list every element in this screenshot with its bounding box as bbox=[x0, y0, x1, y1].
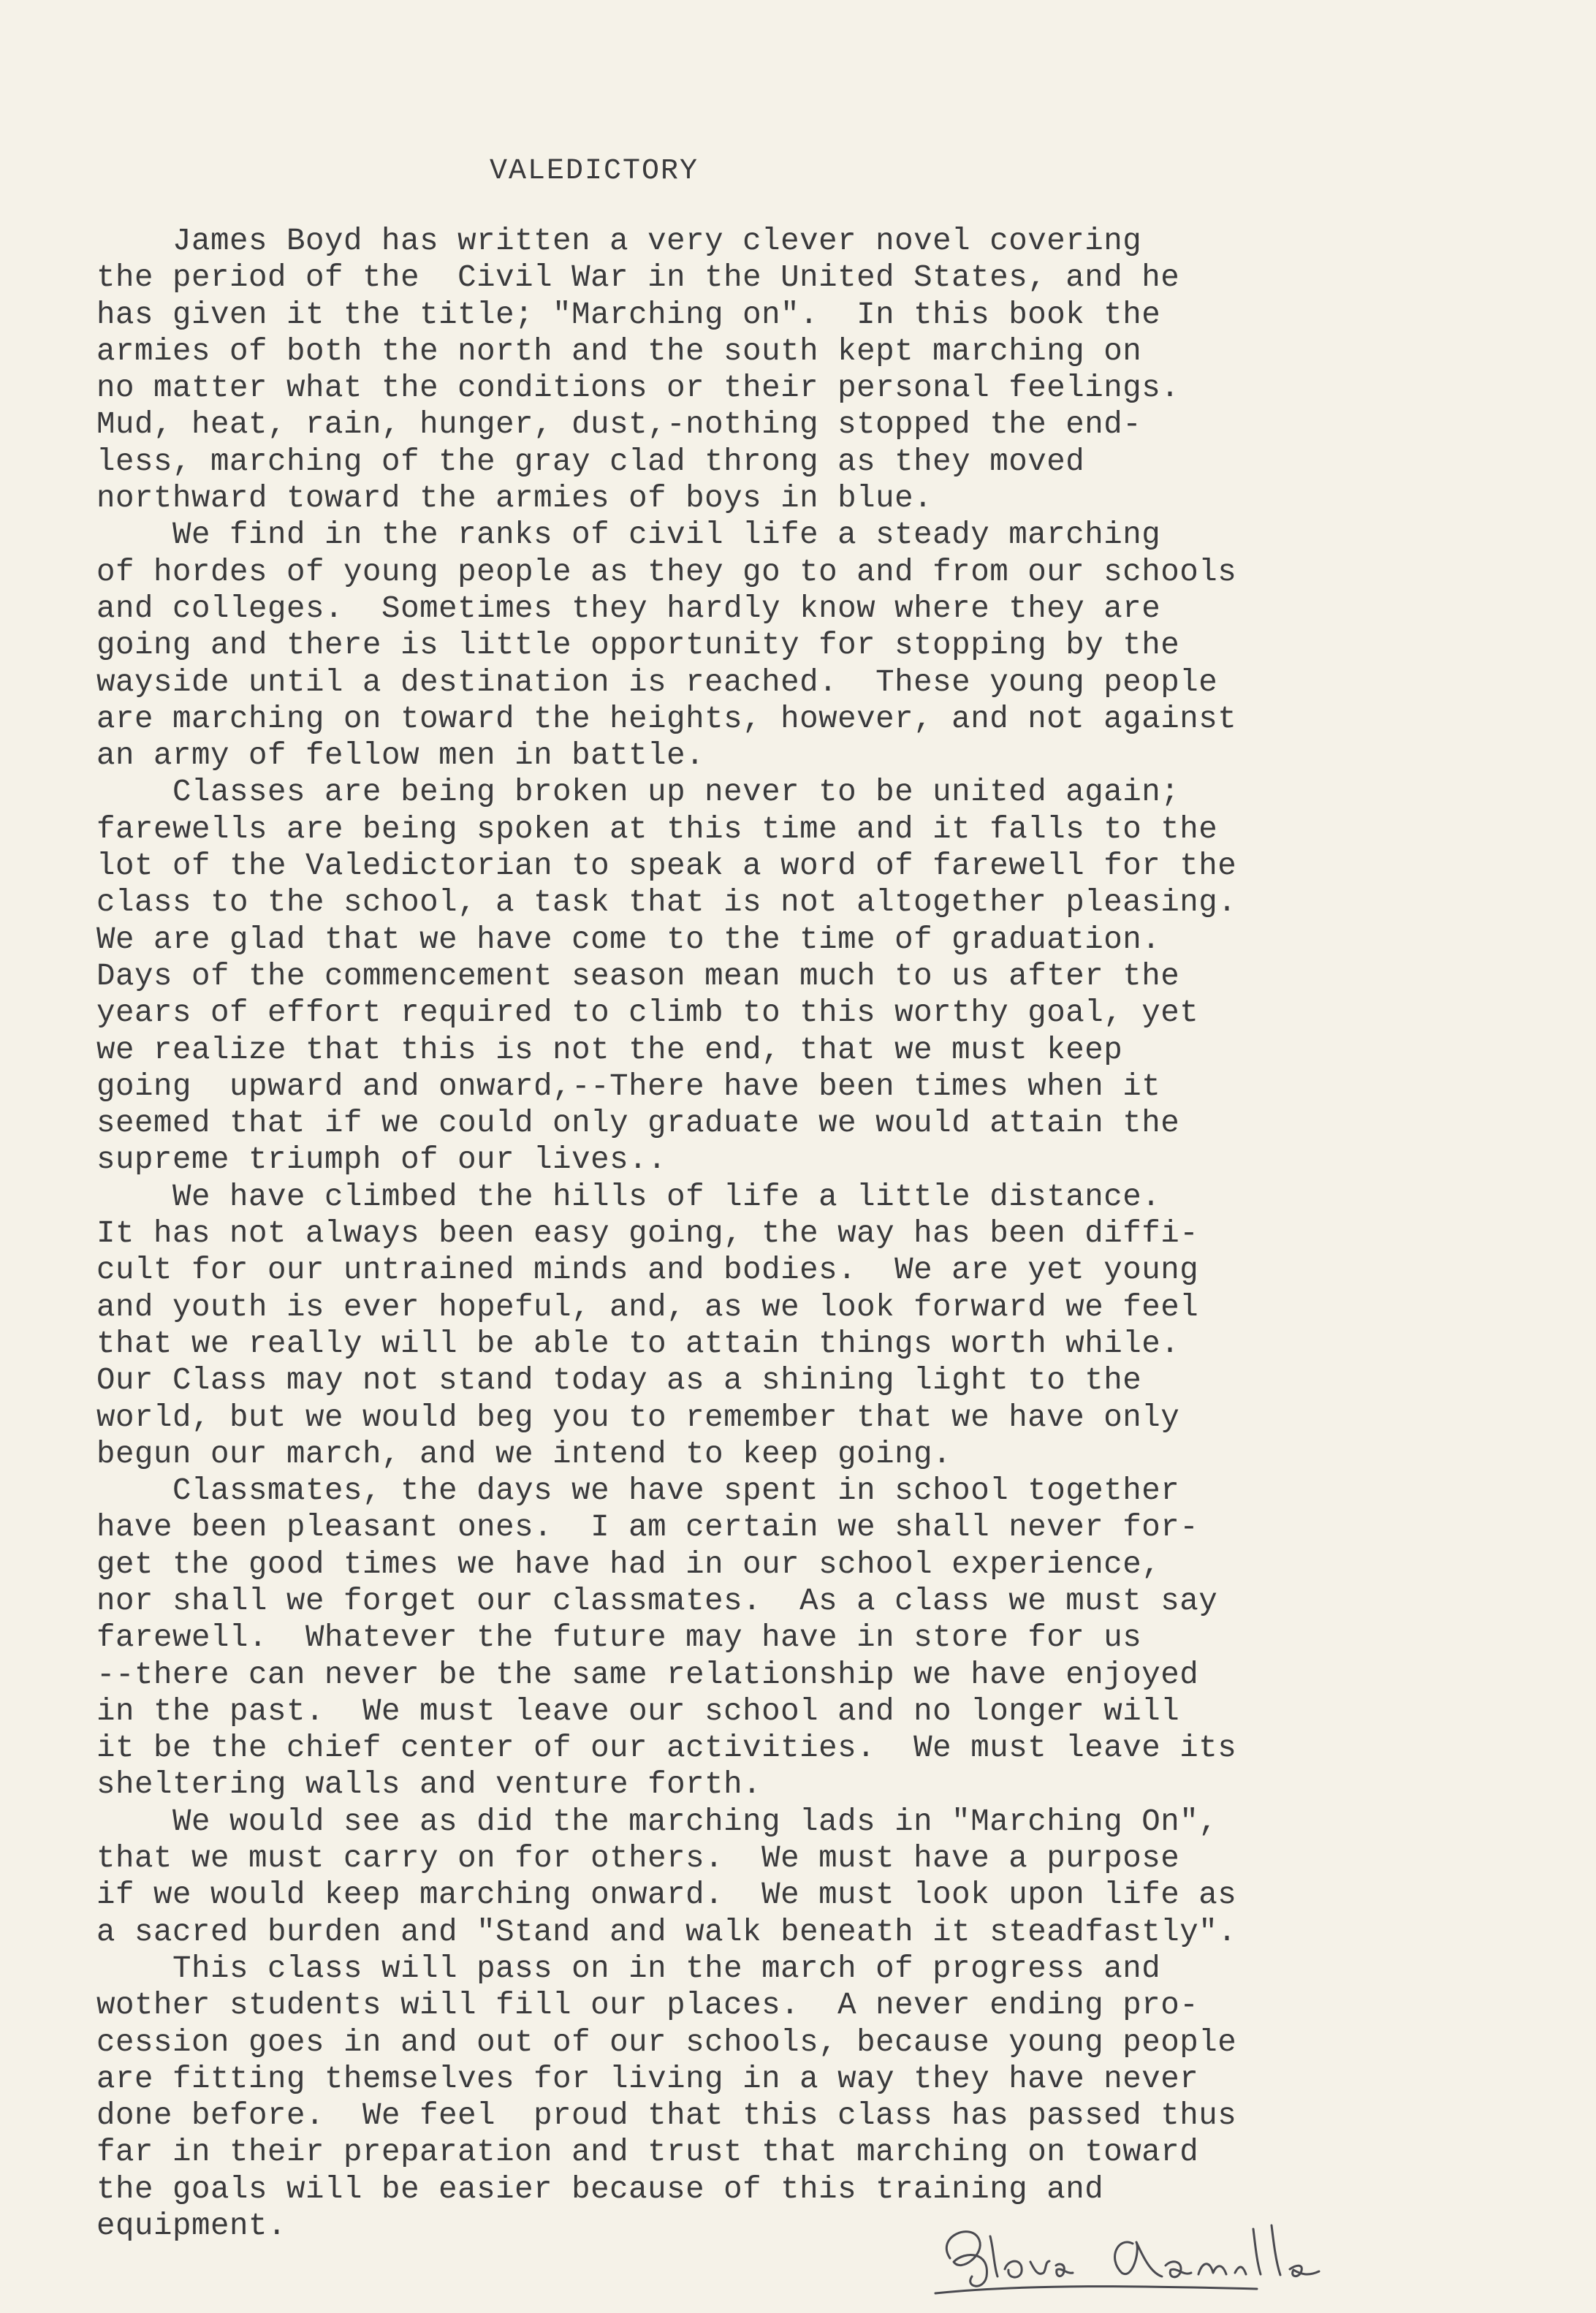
document-line: the period of the Civil War in the United States, and he bbox=[96, 260, 1180, 296]
document-body bbox=[96, 223, 1558, 2244]
document-line: wayside until a destination is reached. These young people bbox=[96, 664, 1218, 700]
document-line: begun our march, and we intend to keep going. bbox=[96, 1436, 952, 1472]
document-line: Mud, heat, rain, hunger, dust,-nothing stopped the end- bbox=[96, 407, 1142, 443]
document-line: less, marching of the gray clad throng as they moved bbox=[96, 444, 1085, 479]
document-line: James Boyd has written a very clever novel covering bbox=[96, 224, 1142, 259]
document-line: an army of fellow men in battle. bbox=[96, 738, 705, 774]
document-line: cult for our untrained minds and bodies. We are yet young bbox=[96, 1253, 1199, 1288]
document-line: no matter what the conditions or their personal feelings. bbox=[96, 371, 1180, 406]
document-line: This class will pass on in the march of progress and bbox=[96, 1951, 1161, 1986]
document-line: a sacred burden and "Stand and walk beneath it steadfastly". bbox=[96, 1914, 1237, 1950]
document-line: We are glad that we have come to the time of graduation. bbox=[96, 922, 1161, 957]
document-line: supreme triumph of our lives.. bbox=[96, 1142, 667, 1178]
document-line: Days of the commencement season mean much to us after the bbox=[96, 958, 1180, 994]
document-line: Our Class may not stand today as a shining light to the bbox=[96, 1363, 1142, 1399]
document-line: years of effort required to climb to this worthy goal, yet bbox=[96, 995, 1199, 1031]
document-line: It has not always been easy going, the way has been diffi- bbox=[96, 1216, 1199, 1252]
document-line: We would see as did the marching lads in "Marching On", bbox=[96, 1804, 1218, 1839]
document-line: that we must carry on for others. We must have a purpose bbox=[96, 1841, 1180, 1877]
document-line: We have climbed the hills of life a little distance. bbox=[96, 1179, 1161, 1215]
document-line: Classmates, the days we have spent in school together bbox=[96, 1473, 1180, 1509]
document-line: sheltering walls and venture forth. bbox=[96, 1767, 762, 1803]
document-line: wother students will fill our places. A never ending pro- bbox=[96, 1988, 1199, 2024]
document-line: have been pleasant ones. I am certain we shall never for- bbox=[96, 1510, 1199, 1546]
document-line: are fitting themselves for living in a way they have never bbox=[96, 2061, 1199, 2097]
document-line: if we would keep marching onward. We must look upon life as bbox=[96, 1877, 1237, 1913]
document-line: farewells are being spoken at this time and it falls to the bbox=[96, 811, 1218, 847]
document-line: class to the school, a task that is not altogether pleasing. bbox=[96, 885, 1237, 921]
document-line: that we really will be able to attain things worth while. bbox=[96, 1326, 1180, 1361]
document-line: far in their preparation and trust that marching on toward bbox=[96, 2135, 1199, 2170]
document-line: armies of both the north and the south kept marching on bbox=[96, 333, 1142, 369]
document-line: farewell. Whatever the future may have in store for us bbox=[96, 1620, 1142, 1656]
document-line: going upward and onward,--There have been times when it bbox=[96, 1068, 1161, 1104]
document-line: and youth is ever hopeful, and, as we look forward we feel bbox=[96, 1289, 1199, 1325]
document-line: world, but we would beg you to remember that we have only bbox=[96, 1399, 1180, 1435]
document-line: seemed that if we could only graduate we would attain the bbox=[96, 1106, 1180, 1142]
document-line: --there can never be the same relationship we have enjoyed bbox=[96, 1657, 1199, 1693]
document-line: and colleges. Sometimes they hardly know where they are bbox=[96, 590, 1161, 626]
document-line: are marching on toward the heights, however, and not against bbox=[96, 701, 1237, 737]
document-line: lot of the Valedictorian to speak a word of farewell for the bbox=[96, 848, 1237, 884]
document-line: nor shall we forget our classmates. As a class we must say bbox=[96, 1583, 1218, 1619]
document-line: We find in the ranks of civil life a steady marching bbox=[96, 517, 1161, 553]
document-line: it be the chief center of our activities. We must leave its bbox=[96, 1731, 1237, 1766]
handwritten-signature bbox=[921, 2207, 1403, 2302]
document-line: has given it the title; "Marching on". In this book the bbox=[96, 297, 1161, 333]
document-title: VALEDICTORY bbox=[490, 155, 699, 188]
document-line: Classes are being broken up never to be united again; bbox=[96, 775, 1180, 810]
document-line: get the good times we have had in our school experience, bbox=[96, 1546, 1161, 1582]
document-line: northward toward the armies of boys in blue. bbox=[96, 481, 933, 517]
document-line: equipment. bbox=[96, 2208, 287, 2244]
document-line: we realize that this is not the end, that we must keep bbox=[96, 1032, 1123, 1068]
document-line: cession goes in and out of our schools, because young people bbox=[96, 2024, 1237, 2060]
document-line: done before. We feel proud that this class has passed thus bbox=[96, 2098, 1237, 2134]
document-line: in the past. We must leave our school and no longer will bbox=[96, 1693, 1180, 1729]
document-line: going and there is little opportunity for stopping by the bbox=[96, 628, 1180, 664]
document-line: the goals will be easier because of this training and bbox=[96, 2171, 1104, 2207]
document-line: of hordes of young people as they go to and from our schools bbox=[96, 554, 1237, 590]
